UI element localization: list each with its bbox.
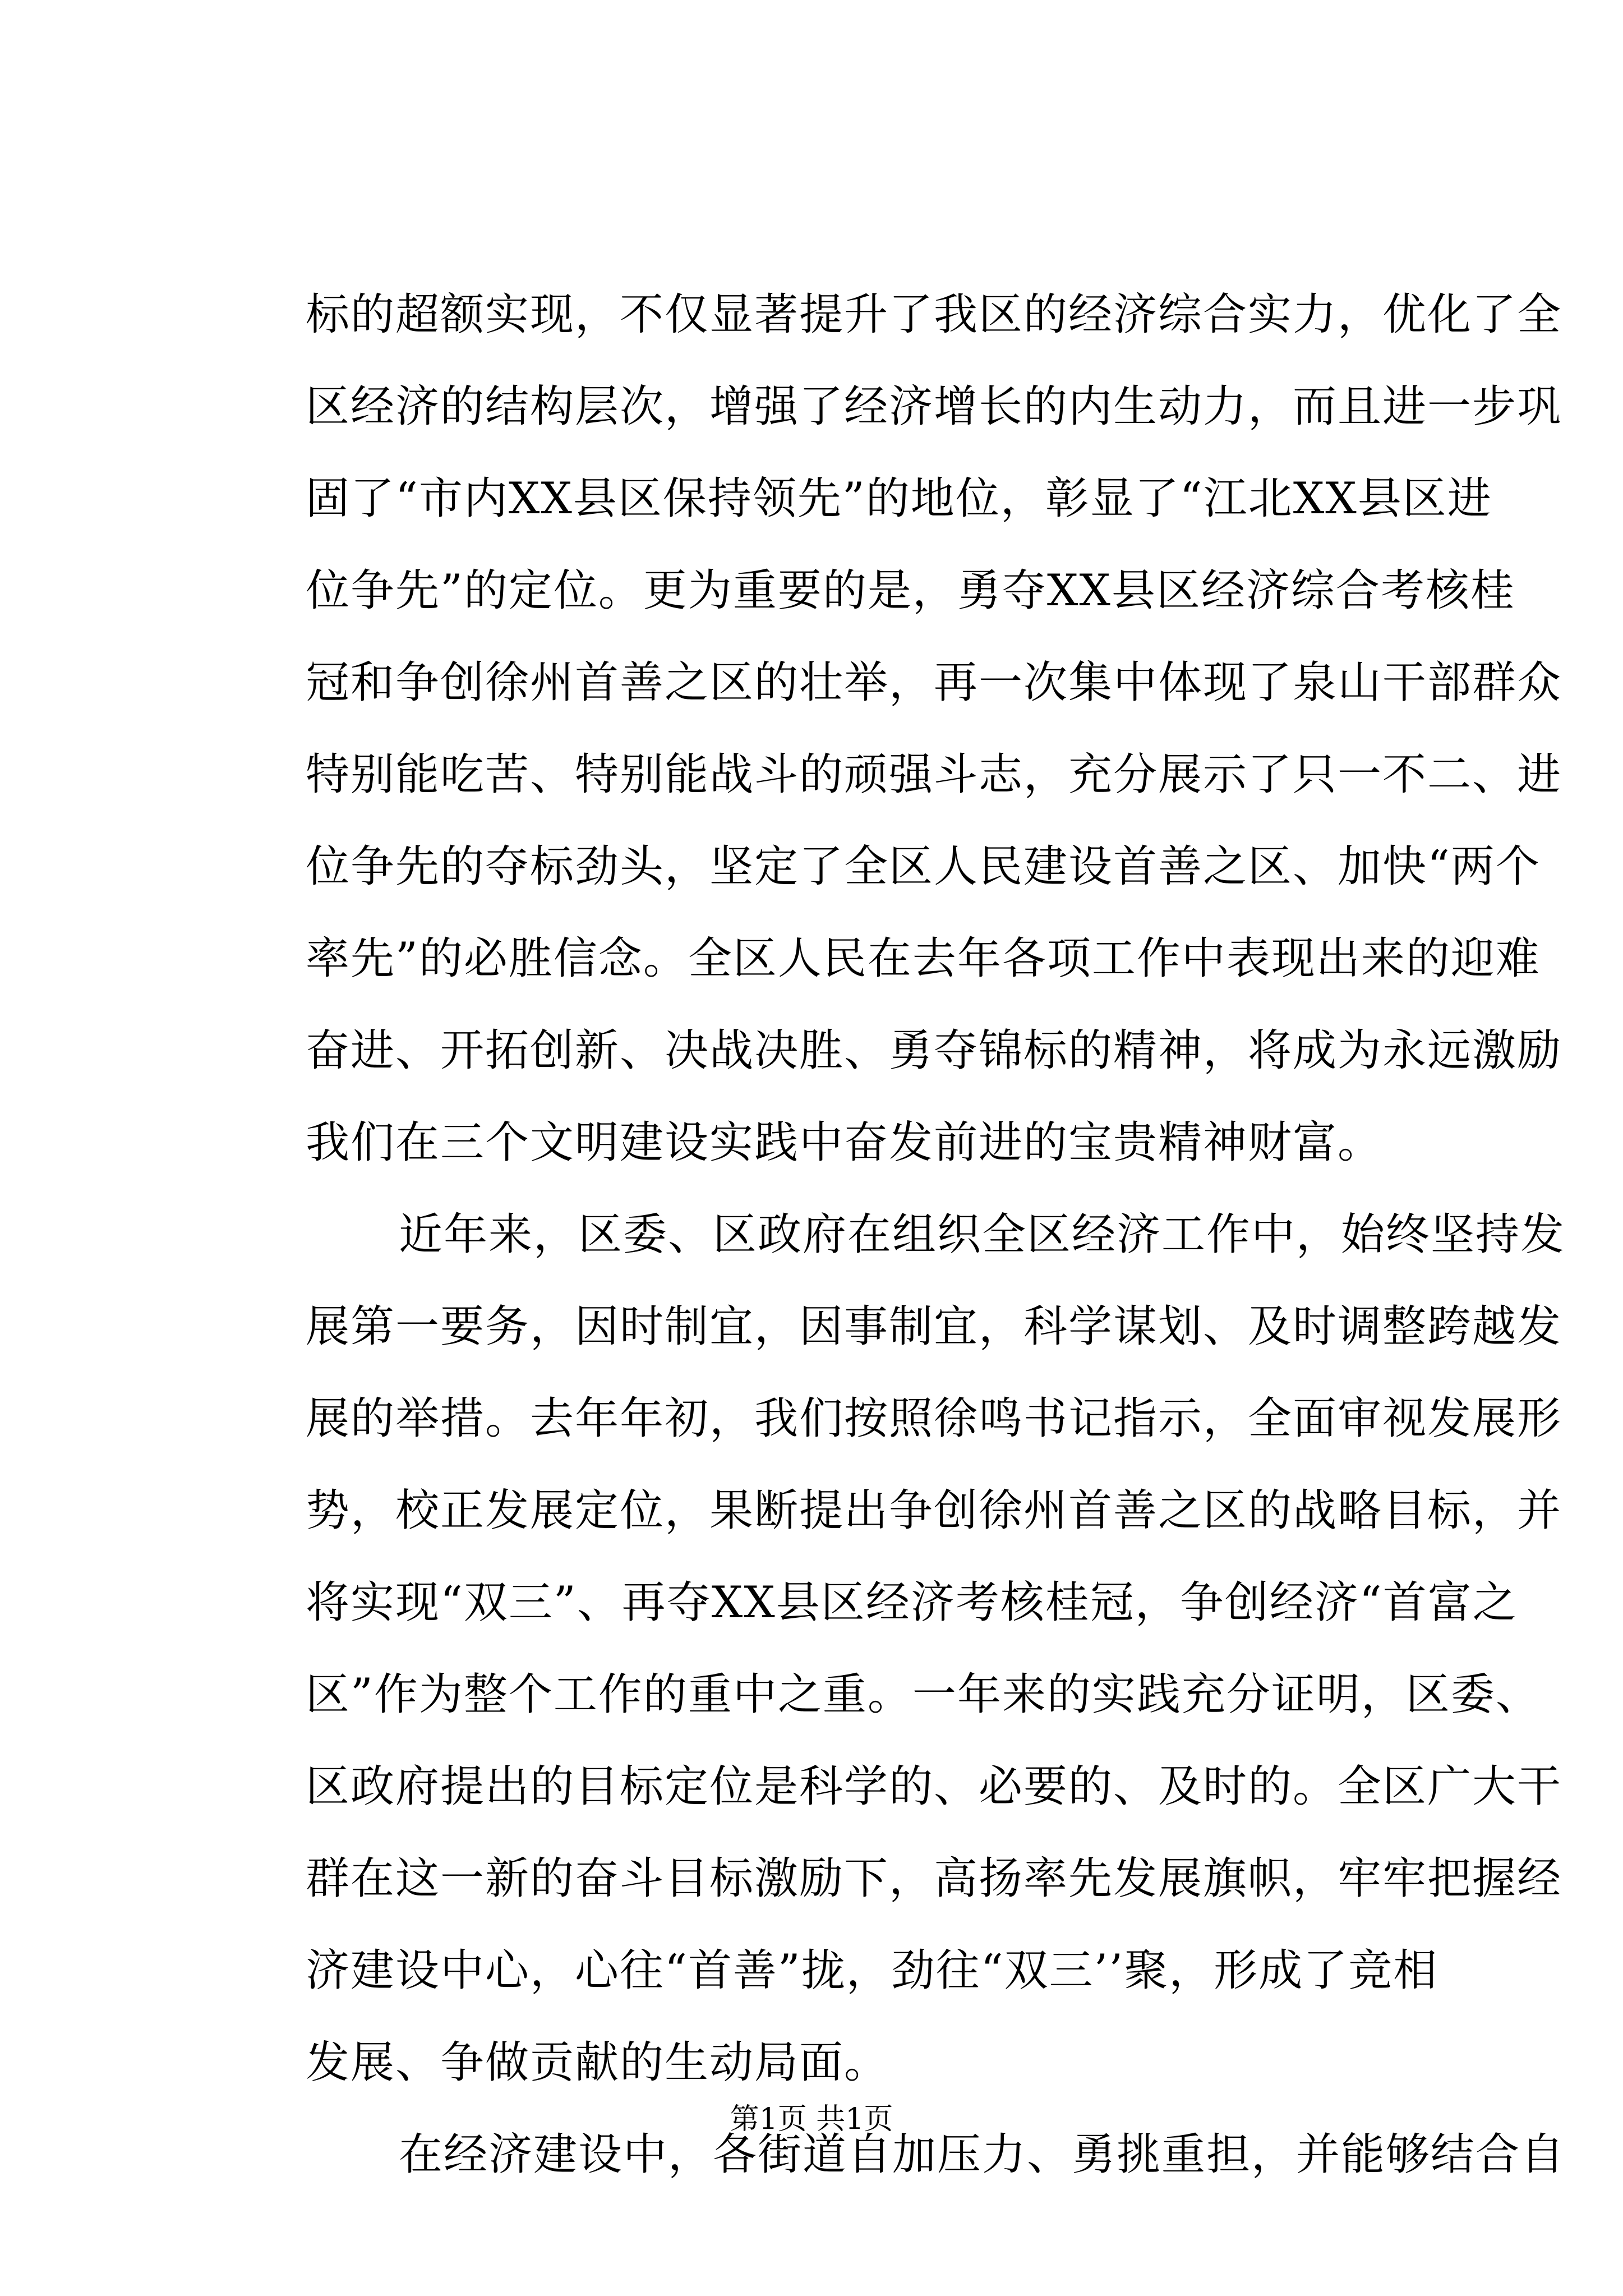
- paragraph-line: 位争先的夺标劲头，坚定了全区人民建设首善之区、加快“两个: [306, 841, 1541, 892]
- paragraph-line: 展的举措。去年年初，我们按照徐鸣书记指示，全面审视发展形: [306, 1393, 1562, 1444]
- paragraph-line: 近年来，区委、区政府在组织全区经济工作中，始终坚持发: [399, 1209, 1566, 1260]
- paragraph-line: 展第一要务，因时制宜，因事制宜，科学谋划、及时调整跨越发: [306, 1301, 1562, 1352]
- paragraph-line: 奋进、开拓创新、决战决胜、勇夺锦标的精神，将成为永远激励: [306, 1025, 1562, 1076]
- paragraph-line: 将实现“双三”、再夺XX县区经济考核桂冠，争创经济“首富之: [306, 1577, 1518, 1628]
- paragraph-line: 群在这一新的奋斗目标激励下，高扬率先发展旗帜，牢牢把握经: [306, 1853, 1562, 1904]
- document-body: [306, 289, 1566, 2224]
- paragraph-line: 冠和争创徐州首善之区的壮举，再一次集中体现了泉山干部群众: [306, 657, 1562, 708]
- paragraph-line: 特别能吃苦、特别能战斗的顽强斗志，充分展示了只一不二、进: [306, 749, 1562, 800]
- paragraph-line: 位争先”的定位。更为重要的是，勇夺XX县区经济综合考核桂: [306, 565, 1515, 616]
- page-footer: 第1页 共1页: [730, 2102, 893, 2136]
- paragraph-line: 在经济建设中，各街道自加压力、勇挑重担，并能够结合自: [399, 2129, 1566, 2180]
- paragraph-line: 固了“市内XX县区保持领先”的地位，彰显了“江北XX县区进: [306, 473, 1492, 524]
- paragraph-line: 标的超额实现，不仅显著提升了我区的经济综合实力，优化了全: [306, 289, 1562, 340]
- paragraph-line: 区”作为整个工作的重中之重。一年来的实践充分证明，区委、: [306, 1669, 1541, 1720]
- paragraph-line: 我们在三个文明建设实践中奋发前进的宝贵精神财富。: [306, 1117, 1383, 1168]
- paragraph-line: 率先”的必胜信念。全区人民在去年各项工作中表现出来的迎难: [306, 933, 1541, 984]
- paragraph-line: 区政府提出的目标定位是科学的、必要的、及时的。全区广大干: [306, 1761, 1562, 1812]
- paragraph-line: 济建设中心，心往“首善”拢，劲往“双三’’聚，形成了竞相: [306, 1945, 1438, 1996]
- paragraph-line: 发展、争做贡献的生动局面。: [306, 2037, 889, 2088]
- paragraph-line: 势，校正发展定位，果断提出争创徐州首善之区的战略目标，并: [306, 1485, 1562, 1536]
- paragraph-line: 区经济的结构层次，增强了经济增长的内生动力，而且进一步巩: [306, 381, 1562, 432]
